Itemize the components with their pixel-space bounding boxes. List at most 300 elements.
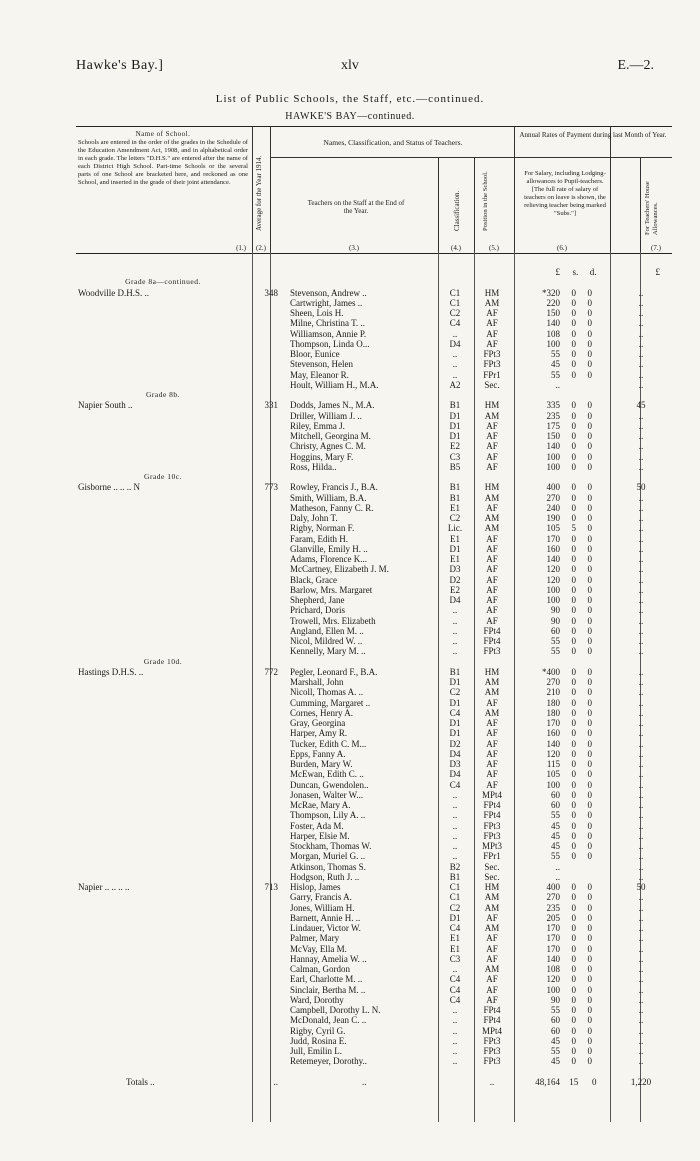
classification: .. [452,1035,458,1046]
classification: .. [452,1046,458,1056]
salary-pounds: 100 [546,984,560,995]
salary [518,995,600,1005]
average-attendance: 773 [264,482,278,493]
position: HM [484,287,500,298]
salary-pence: 0 [587,943,592,954]
salary-pence: 0 [587,1005,592,1015]
classification: .. [452,328,458,339]
teacher-row [76,903,672,913]
salary-pence: 0 [587,1015,592,1026]
classification: E1 [450,554,460,564]
salary [518,790,600,800]
salary-shillings: 0 [571,728,576,739]
house-allowance: 50 [636,882,646,892]
house-allowance: .. [638,912,644,923]
teacher-name: Barnett, Annie H. .. [290,912,361,923]
salary-pence: 0 [587,933,592,944]
running-head-left: Hawke's Bay.] [76,58,164,73]
salary-pence: 0 [587,431,592,441]
teacher-name: Hoggins, Mary F. [290,451,354,462]
teacher-name: Jonasen, Walter W... [290,789,364,800]
salary-pounds: 60 [551,1015,560,1026]
classification: .. [452,1015,458,1026]
position: MPt4 [481,789,502,800]
teacher-row [76,790,672,800]
teacher-row [76,421,672,431]
classification: E2 [450,584,460,595]
salary [518,851,600,861]
house-allowance: .. [638,1056,644,1067]
salary-pence: 0 [587,605,592,616]
salary-pence: 0 [587,1025,592,1036]
salary [518,298,600,308]
salary-pounds: 108 [546,328,560,339]
salary-pence: 0 [587,810,592,821]
salary [518,370,600,380]
salary-pence: 0 [587,482,592,493]
teacher-row [76,1056,672,1066]
salary-shillings: 0 [571,461,576,472]
teacher-row [76,370,672,380]
salary-shillings: 0 [571,892,576,903]
salary-pence: 0 [587,779,592,790]
position: AF [486,574,498,585]
teacher-name: Palmer, Mary [290,933,340,944]
house-allowance: .. [638,851,644,862]
teacher-row [76,452,672,462]
teacher-row [76,974,672,984]
teacher-row [76,308,672,318]
teacher-row [76,708,672,718]
house-allowance: .. [638,359,644,370]
classification: D1 [449,431,461,441]
teacher-row [76,636,672,646]
salary-pence: 0 [587,994,592,1005]
position: AF [486,728,498,739]
salary-pence: 0 [587,697,592,708]
classification: .. [452,810,458,821]
classification: D1 [449,718,461,728]
salary [518,503,600,513]
salary-pounds: 160 [546,543,560,554]
salary [518,544,600,554]
classification: Lic. [447,523,463,534]
col1-caption: Name of School. [135,130,191,138]
salary-shillings: 0 [571,502,576,513]
classification: .. [452,625,458,636]
house-allowance: .. [638,687,644,698]
position: AF [486,974,498,985]
classification: D4 [449,748,461,759]
pound-label: £ [555,267,560,277]
salary [518,903,600,913]
salary-pounds: 220 [546,297,560,308]
teacher-row [76,954,672,964]
salary-pounds: 55 [551,1046,560,1056]
house-allowance: .. [638,441,644,452]
position: FPt3 [483,1056,501,1067]
teacher-row [76,933,672,943]
salary [518,1036,600,1046]
salary-shillings: 0 [571,328,576,339]
teacher-name: Stevenson, Andrew .. [290,287,367,298]
house-allowance: .. [638,1015,644,1026]
position: AM [484,902,500,913]
classification: D4 [449,338,461,349]
salary-pence: 0 [587,543,592,554]
salary-pence: 0 [587,892,592,903]
house-allowance: .. [638,1046,644,1056]
salary [518,780,600,790]
school-name: Hastings D.H.S. .. [78,666,144,677]
house-allowance: .. [638,287,644,298]
salary-pence: 0 [587,923,592,933]
position: AM [484,297,500,308]
col4-header: Classification. [453,190,461,231]
classification: D2 [449,738,461,749]
page-number: xlv [341,58,359,73]
grade-heading: Grade 8b. [145,390,181,399]
position: AF [486,451,498,462]
totals-pence: 0 [592,1076,597,1087]
classification: .. [452,369,458,380]
teacher-row [76,769,672,779]
salary [518,523,600,533]
position: AM [484,513,500,523]
salary [518,626,600,636]
teacher-name: Riley, Emma J. [290,420,345,431]
salary-shillings: 0 [571,912,576,923]
classification: .. [452,841,458,851]
house-allowance: .. [638,1035,644,1046]
salary-pence: 0 [587,728,592,739]
salary [518,585,600,595]
teacher-name: Rowley, Francis J., B.A. [290,482,378,493]
teacher-row [76,851,672,861]
classification: C4 [449,318,461,329]
teacher-name: Nicoll, Thomas A. .. [290,687,364,698]
salary-pence: 0 [587,308,592,318]
salary [518,985,600,995]
classification: .. [452,615,458,626]
teacher-row [76,841,672,851]
house-allowance: .. [638,595,644,605]
col3-header: Teachers on the Staff at the End of the Year. [307,199,405,215]
salary-shillings: 0 [571,923,576,933]
position: AF [486,759,498,769]
teacher-name: Mitchell, Georgina M. [290,431,371,441]
classification: D3 [449,759,461,769]
salary [518,452,600,462]
teacher-row [76,800,672,810]
salary [518,1005,600,1015]
classification: A2 [449,379,461,390]
salary-shillings: 0 [571,636,576,646]
currency-row [76,267,672,277]
currency-labels [518,267,600,277]
salary-pounds: 120 [546,974,560,985]
col5-number: (5.) [489,244,499,252]
classification: C1 [449,297,461,308]
pence-label: d. [589,267,597,277]
salary-shillings: 0 [571,492,576,503]
salary [518,513,600,523]
salary-pounds: 150 [546,431,560,441]
house-allowance: .. [638,349,644,359]
house-allowance: .. [638,410,644,421]
salary-shillings: 0 [571,1025,576,1036]
teacher-name: Adams, Florence K... [290,554,367,564]
house-allowance: .. [638,779,644,790]
salary-pounds: 150 [546,308,560,318]
classification: .. [452,1005,458,1015]
salary-pounds: 60 [551,1025,560,1036]
house-allowance: .. [638,574,644,585]
salary-pounds: 205 [546,912,560,923]
house-allowance: .. [638,646,644,657]
salary [518,564,600,574]
teacher-row [76,298,672,308]
table-body [76,267,672,1087]
salary-pence: 0 [587,338,592,349]
teacher-row [76,749,672,759]
salary-pounds: 60 [551,625,560,636]
position: AF [486,779,498,790]
position: HM [484,882,500,892]
teacher-row [76,503,672,513]
salary-pounds: 45 [551,841,560,851]
position: AM [484,523,500,534]
teacher-name: Hodgson, Ruth J. .. [290,871,360,882]
salary-pounds: 335 [546,400,560,411]
salary-shillings: 0 [571,666,576,677]
salary-shillings: 0 [571,574,576,585]
salary [518,318,600,328]
position: AF [486,953,498,964]
position: AM [484,677,500,687]
teacher-name: Foster, Ada M. [290,820,344,831]
salary [518,677,600,687]
teacher-name: Retemeyer, Dorothy.. [290,1056,368,1067]
classification: B1 [449,482,461,493]
totals-avg: .. [273,1076,278,1087]
col6-number: (6.) [557,244,567,252]
col3-top-header: Names, Classification, and Status of Teachers. [323,138,463,147]
teacher-name: Sinclair, Bertha M. .. [290,984,366,995]
totals-pounds: 48,164 [535,1076,560,1087]
position: AM [484,707,500,718]
house-allowance: .. [638,513,644,523]
salary-pence: 0 [587,830,592,841]
teacher-row [76,646,672,656]
teacher-name: Harper, Elsie M. [290,830,350,841]
teacher-name: Rigby, Norman F. [290,523,355,534]
salary-pounds: 235 [546,902,560,913]
house-allowance: .. [638,728,644,739]
salary-pence: 0 [587,789,592,800]
teacher-row [76,595,672,605]
classification: .. [452,820,458,831]
classification: C3 [449,451,461,462]
teacher-row [76,349,672,359]
salary [518,728,600,738]
house-allowance: .. [638,810,644,821]
salary [518,308,600,318]
position: AF [486,984,498,995]
position: AF [486,584,498,595]
classification: C2 [449,902,461,913]
teacher-row [76,944,672,954]
position: AF [486,738,498,749]
salary-shillings: 0 [571,564,576,575]
position: AF [486,431,498,441]
salary-pence: 0 [587,953,592,964]
salary-shillings: 0 [571,287,576,298]
salary [518,646,600,656]
salary-pounds: 100 [546,451,560,462]
house-allowance: .. [638,943,644,954]
classification: B5 [449,461,461,472]
salary-shillings: 0 [571,318,576,329]
salary-shillings: 5 [571,523,576,534]
position: AF [486,605,498,616]
salary-shillings: 0 [571,1046,576,1056]
teacher-row [76,441,672,451]
salary [518,421,600,431]
salary-pence: 0 [587,349,592,359]
teacher-row [76,513,672,523]
salary-pence: 0 [587,318,592,329]
teacher-name: Harper, Amy R. [290,728,348,739]
salary-pence: 0 [587,359,592,370]
salary [518,431,600,441]
position: AF [486,328,498,339]
house-allowance: .. [638,718,644,728]
teacher-row [76,564,672,574]
house-allowance: .. [638,451,644,462]
school-name: Gisborne .. .. .. N [78,482,140,493]
house-allowance: .. [638,933,644,944]
position: FPt4 [483,800,501,810]
salary [518,944,600,954]
salary [518,349,600,359]
salary-pence: 0 [587,451,592,462]
teacher-row [76,411,672,421]
teacher-row [76,1036,672,1046]
position: AM [484,923,500,933]
classification: D3 [449,564,461,575]
document-code: E.—2. [617,58,654,73]
salary [518,739,600,749]
classification: E2 [450,441,460,452]
salary-pounds: 55 [551,1005,560,1015]
house-allowance: .. [638,984,644,995]
salary-shillings: 0 [571,841,576,851]
page-title: List of Public Schools, the Staff, etc.—continued. [215,93,485,105]
classification: D1 [449,697,461,708]
house-allowance: .. [638,636,644,646]
house-allowance: .. [638,759,644,769]
salary [518,749,600,759]
salary [518,359,600,369]
salary-pence: 0 [587,287,592,298]
classification: C1 [449,882,461,892]
teacher-name: Hislop, James [290,882,341,892]
salary-shillings: 0 [571,697,576,708]
salary [518,892,600,902]
salary [518,605,600,615]
salary-shillings: 0 [571,451,576,462]
salary-pence: 0 [587,564,592,575]
position: FPt4 [483,625,501,636]
salary-pounds: .. [555,871,560,882]
teacher-name: Daly, John T. [290,513,338,523]
salary-pounds: 100 [546,338,560,349]
salary [518,759,600,769]
position: AF [486,769,498,780]
teacher-row [76,359,672,369]
salary-shillings: 0 [571,933,576,944]
salary [518,534,600,544]
teacher-name: Lindauer, Victor W. [290,923,361,933]
teacher-name: Calman, Gordon [290,964,350,974]
house-allowance: .. [638,871,644,882]
salary-pounds: .. [555,861,560,872]
salary-shillings: 0 [571,707,576,718]
salary [518,493,600,503]
position: AF [486,543,498,554]
classification: C1 [449,287,461,298]
teacher-row [76,964,672,974]
teacher-name: Atkinson, Thomas S. [290,861,366,872]
school-name: Woodville D.H.S. .. [78,287,150,298]
classification: .. [452,349,458,359]
salary-pence: 0 [587,461,592,472]
house-allowance: .. [638,492,644,503]
teacher-name: Ross, Hilda.. [290,461,337,472]
salary [518,1056,600,1066]
salary-pounds: 140 [546,953,560,964]
salary [518,595,600,605]
salary [518,708,600,718]
salary [518,482,600,492]
salary-pounds: 170 [546,923,560,933]
position: AF [486,994,498,1005]
salary-shillings: 0 [571,902,576,913]
salary-shillings: 0 [571,308,576,318]
salary-pence: 0 [587,748,592,759]
house-allowance: .. [638,841,644,851]
salary-pence: 0 [587,615,592,626]
classification: D4 [449,769,461,780]
teacher-row [76,995,672,1005]
salary-pence: 0 [587,820,592,831]
teacher-name: Stockham, Thomas W. [290,841,372,851]
position: Sec. [484,861,500,872]
teacher-name: Prichard, Doris [290,605,345,616]
salary-shillings: 0 [571,974,576,985]
salary [518,810,600,820]
teacher-name: Campbell, Dorothy L. N. [290,1005,381,1015]
salary-pence: 0 [587,687,592,698]
teacher-name: May, Eleanor R. [290,369,349,380]
position: AF [486,318,498,329]
teacher-row [76,544,672,554]
teacher-name: Dodds, James N., M.A. [290,400,375,411]
salary-pounds: 120 [546,748,560,759]
house-allowance: .. [638,738,644,749]
salary [518,1046,600,1056]
